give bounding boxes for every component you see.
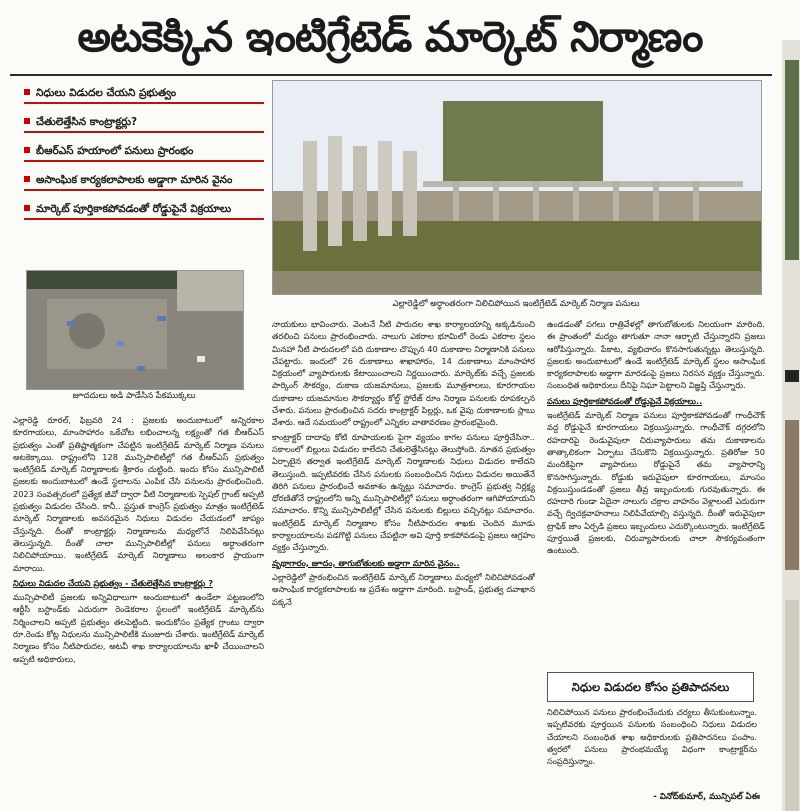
bullet-item: చేతులెత్తేసిన కాంట్రాక్టర్లు? bbox=[24, 113, 264, 133]
paragraph: నాయకులు భావించారు. వెంటనే నీటి పారుదల శాఖ కార్యాలయాన్ని అక్కడినుంచి తరలించి పనులు ప్రారంభించారు. నాలుగు ఎకరాల భూమిలో రెండు ఎకరాల స్థలం మినహా నీటి పారుదలలో పది దుకాణాల చొప్పున 40 దుకాణాల నిర్మాణానికి పనులు చేపట్టారు. ఇందులో 26 దుకాణాలు శాఖాహారం, 14 దుకాణాలు మాంసాహార విక్రయంలో వ్యాపారులకు కేటాయించాలని నిర్ణయించారు. మార్కెట్‌కు వచ్చే ప్రజలకు పార్కింగ్ సౌకర్యం, దుకాణ యజమానులు, ప్రజలకు మూత్రశాలలు, కూరగాయల దుకాణాల యజమానుల సౌకర్యార్థం కోల్డ్ స్టోరేజ్ రూం నిర్మాణ పనులకు రూపకల్పన చేశారు. పనులు ప్రారంభించిన సదరు కాంట్రాక్టర్ పిల్లర్లు, ఒక వైపు దుకాణాలకు స్లాబు వేశారు. ఆదే సమయంలో రాష్ట్రంలో ఎన్నికల వాతావరణం ప్రారంభమైంది. bbox=[272, 319, 535, 428]
subheading: పనులు పూర్తికాకపోవడంతో రోడ్డుపైనే విక్రయాలు.. bbox=[547, 395, 703, 406]
article-column-3 bbox=[547, 318, 765, 666]
subheading: వృథాగారం, జూదం, తాగుబోతులకు అడ్డాగా మారిన వైనం.. bbox=[272, 557, 460, 568]
paragraph: కాంట్రాక్టర్ దాదాపు కోటి రూపాయలకు పైగా వ్యయం కాగల పనులు పూర్తిచేసినా.. సకాలంలో బిల్లులు విడుదల కాలేదని చేతులెత్తేసినట్లు తెలుస్తోంది. నూతన ప్రభుత్వం ఏర్పాటైన తర్వాత ఇంటిగ్రేటెడ్ మార్కెట్ నిర్మాణాలకు నిధులు విడుదల కాలేదని తెలుస్తుంది. ఇప్పటివరకు చేసిన పనులకు సంబంధించిన నిధులు విడుదల అయితేనే తిరిగి పనులు ప్రారంభించే అవకాశం ఉన్నట్లు సమాచారం. కాంగ్రెస్ ప్రభుత్వ నిర్లక్ష్య ధోరణితోనే రాష్ట్రంలోని అన్ని మున్సిపాలిటీల్లో పనులు అర్ధాంతరంగా ఆగిపోయాయని సమాచారం. కొన్ని మున్సిపాలిటీల్లో చేసిన పనులకు బిల్లులు వచ్చినట్లు సమాచారం. ఇంటిగ్రేటెడ్ మార్కెట్ నిర్మాణాల కోసం నీటిపారుదల శాఖకు చెందిన మూడు కార్యాలయాలను పడగొట్టి పనులు చేపట్టినా అవి పూర్తి కాకపోవడంపై ప్రజలు ఆగ్రహం వ్యక్తం చేస్తున్నారు. bbox=[272, 431, 535, 553]
box-heading: నిధుల విడుదల కోసం ప్రతిపాదనలు bbox=[547, 672, 754, 702]
paragraph: ఎల్లారెడ్డి రూరల్, ఫిబ్రవరి 24 : ప్రజలకు అందుబాటులో అన్నిరకాల కూరగాయలు, మాంసాహారం ఒకేచోట లభించాలన్న లక్ష్యంతో గత బీఆర్‌ఎస్ ప్రభుత్వం ఎంతో ప్రతిష్టాత్మకంగా చేపట్టిన ఇంటిగ్రేటెడ్ మార్కెట్ నిర్మాణ పనులు అటకెక్కాయి. రాష్ట్రంలోని 128 మున్సిపాలిటీల్లో గత బీఆర్‌ఎస్ ప్రభుత్వం ఇంటిగ్రేటెడ్ మార్కెట్ నిర్మాణాలకు శ్రీకారం చుట్టింది. ఇందు కోసం మున్సిపాలిటీ ప్రజలకు అందుబాటులో ఉండే స్థలాలను ఎంపిక చేసి పనులను ప్రారంభించింది. 2023 సంవత్సరంలో ప్రత్యేక జీవో ద్వారా వీటి నిర్మాణాలకు స్పెషల్ గ్రాంట్ అప్పటి ప్రభుత్వం విడుదల చేసింది. కానీ.. ప్రస్తుత కాంగ్రెస్ ప్రభుత్వం మాత్రం ఇంటిగ్రేటెడ్ మార్కెట్ నిర్మాణాలకు అవసరమైన నిధులు విడుదల చేయడంలో జాప్యం చేస్తున్నది. దీంతో కాంట్రాక్టర్లు నిర్మాణాలను మధ్యలోనే నిలిపివేసినట్లు తెలుస్తున్నది. దీంతో చాలా మున్సిపాలిటీల్లో పనులు అర్ధాంతరంగా నిలిచిపోయాయి. ఇంటిగ్రేటెడ్ మార్కెట్ నిర్మాణాలు అలంకార ప్రాయంగా మారాయి. bbox=[13, 415, 264, 573]
headline-rule bbox=[10, 74, 772, 76]
bullet-item: బీఆర్‌ఎస్ హయాంలో పనులు ప్రారంభం bbox=[24, 142, 264, 162]
paragraph: మున్సిపాలిటీ ప్రజలకు అన్నివిధాలుగా అందుబాటులో ఉండేలా పట్టణంలోని ఆర్టీసీ బస్టాండ్‌కు ఎదురుగా రెండెకరాల స్థలంలో ఇంటిగ్రేటెడ్ మార్కెట్‌ను నిర్మించాలని అప్పటి ప్రభుత్వం తలపెట్టింది. ఇందుకోసం ప్రత్యేక గ్రాంటు ద్వారా రూ.రెండు కోట్ల నిధులను మున్సిపాలిటీకి మంజూరు చేశారు. ఇంటిగ్రేటెడ్ మార్కెట్ నిర్మాణం కోసం నీటిపారుదల, అటవీ శాఖ కార్యాలయాలను ఖాళీ చేయించాలని అప్పటి అధికారులు, bbox=[13, 592, 264, 664]
byline: - వినోద్‌కుమార్, మున్సిపల్ ఏఈ bbox=[653, 792, 760, 802]
bullet-item: నిధులు విడుదల చేయని ప్రభుత్వం bbox=[24, 84, 264, 104]
paragraph: ఇంటిగ్రేటెడ్ మార్కెట్ నిర్మాణ పనులు పూర్తికాకపోవడంతో గాంధీచౌక్ వద్ద రోడ్డుపైనే కూరగాయలు విక్రయిస్తున్నారు. గాంధీచౌక్ దగ్గరలోని రహదారిపై రెండువైపులా చిరువ్యాపారులు తమ దుకాణాలను తాత్కాలికంగా ఏర్పాటు చేసుకొని విక్రయిస్తున్నారు. ప్రతిరోజు 50 మందికిపైగా వ్యాపారులు రోడ్డుపైనే తమ వ్యాపారాన్ని కొనసాగిస్తున్నారు. రోడ్డుకు ఇరువైపులా కూరగాయలు, మాంసం విక్రయిస్తుండడంతో ప్రజలు తీవ్ర ఇబ్బందులకు గురవుతున్నారు. ఈ రహదారి గుండా ఏదైనా నాలుగు చక్రాల వాహనం వెళ్లాలంటే ఎదురుగా వచ్చే ద్విచక్రవాహనాలు నిలిపివేయాల్సి వస్తున్నది. దీంతో ఇరువైపులా ట్రాఫిక్ జాం ఏర్పడి ప్రజలు ఇబ్బందులు ఎదుర్కొంటున్నారు. ఇంటిగ్రేటెడ్ పూర్తయితే ప్రజలకు, చిరువ్యాపారులకు చాలా సౌకర్యవంతంగా ఉంటుంది. bbox=[547, 410, 765, 556]
headline: అటకెక్కిన ఇంటిగ్రేటెడ్ మార్కెట్ నిర్మాణం bbox=[77, 12, 703, 61]
bullet-item: మార్కెట్ పూర్తికాకపోవడంతో రోడ్డుపైనే విక్రయాలు bbox=[24, 200, 264, 220]
paragraph: ఎల్లారెడ్డిలో ప్రారంభించిన ఇంటిగ్రేటెడ్ మార్కెట్ నిర్మాణాలు మధ్యలో నిలిచిపోవడంతో అసాంఘిక కార్యకలాపాలకు ఆ ప్రదేశం అడ్డాగా మారింది. బస్టాండ్, ప్రభుత్వ దవాఖాన పక్కనే bbox=[272, 571, 535, 607]
official-quote: నిలిచిపోయిన పనులు ప్రారంభించేందుకు చర్యలు తీసుకుంటున్నాం. ఇప్పటివరకు పూర్తయిన పనులకు సంబంధించి నిధులు విడుదల చేయాలని సంబంధిత శాఖ అధికారులకు ప్రతిపాదనలు పంపాం. త్వరలో పనులు ప్రారంభమయ్యే విధంగా కాంట్రాక్టర్‌ను సంప్రదిస్తున్నాం. bbox=[547, 707, 757, 767]
main-photo-caption: ఎల్లారెడ్డిలో అర్ధాంతరంగా నిలిచిపోయిన ఇంటిగ్రేటెడ్ మార్కెట్ నిర్మాణ పనులు bbox=[392, 299, 640, 309]
article-column-2 bbox=[272, 318, 535, 809]
highlight-bullets bbox=[24, 84, 264, 229]
paragraph: ఉండడంతో పగలు రాత్రివేళల్లో తాగుబోతులకు నిలయంగా మారింది. ఈ ప్రాంతంలో మద్యం తాగుతూ నానా ఆర్భాటి చేస్తున్నారని ప్రజలు ఆరోపిస్తున్నారు. పేకాట, వ్యభిచారం కొనసాగుతున్నట్లు తెలుస్తున్నది. ప్రజలకు అందుబాటులో ఉండే ఇంటిగ్రేటెడ్ మార్కెట్ స్థలం అసాంఘిక కార్యకలాపాలకు అడ్డాగా మారడంపై ప్రజలు నిరసన వ్యక్తం చేస్తున్నారు. సంబంధిత అధికారులు దీనిపై నిఘా పెట్టాలని విజ్ఞప్తి చేస్తున్నారు. bbox=[547, 319, 765, 391]
playing-cards-photo bbox=[26, 270, 244, 390]
article-column-1 bbox=[13, 414, 264, 809]
market-construction-photo bbox=[272, 80, 762, 295]
small-photo-caption: జూదదులు అడి పాడేసిన పేకముక్కలు bbox=[72, 391, 196, 401]
adjacent-article-edge bbox=[782, 40, 800, 811]
subheading: నిధులు విడుదల చేయని ప్రభుత్వం - చేతులెత్తేసిన కాంట్రాక్టర్లు ? bbox=[13, 577, 213, 588]
bullet-item: అసాంఘిక కార్యకలాపాలకు అడ్డాగా మారిన వైనం bbox=[24, 171, 264, 191]
